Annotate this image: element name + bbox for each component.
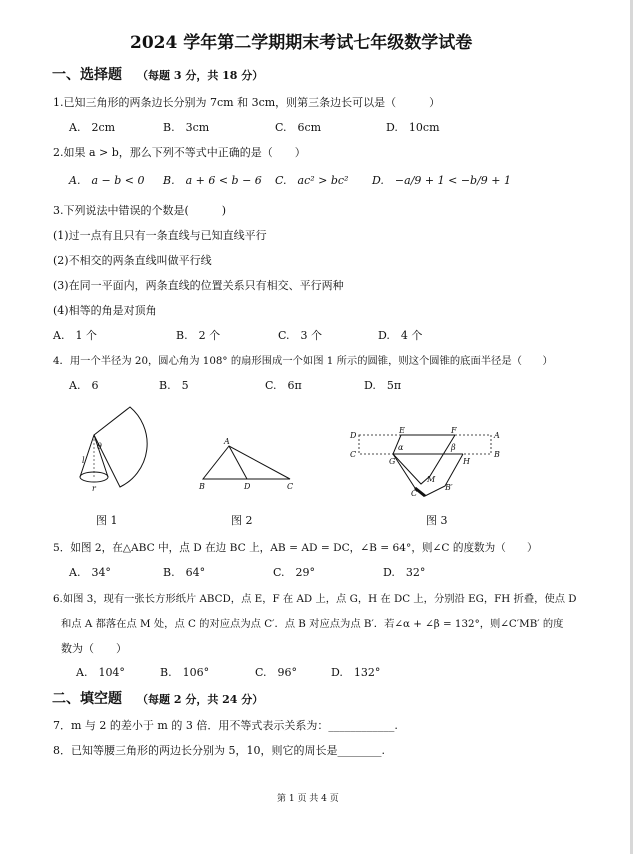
fig3-label-alpha: α [398, 443, 404, 452]
q6-option-b: B. 106° [160, 666, 210, 679]
exam-title: 2024 学年第二学期期末考试七年级数学试卷 [130, 33, 473, 53]
figure-2-triangle [195, 436, 300, 496]
fig2-label-a: A [224, 437, 230, 446]
q3-stem: 3.下列说法中错误的个数是( ) [53, 204, 227, 217]
q6-option-d: D. 132° [331, 666, 381, 679]
q5-option-a: A. 34° [69, 566, 111, 579]
section-1-heading: 一、选择题 [52, 67, 122, 83]
figure-2-caption: 图 2 [231, 514, 253, 527]
section-2-heading: 二、填空题 [52, 691, 122, 707]
fig3-label-b: B [494, 450, 500, 459]
q6-line-1: 6.如图 3，现有一张长方形纸片 ABCD，点 E，F 在 AD 上，点 G，H 在 DC 上，分别沿 EG，FH 折叠，使点 D [53, 593, 577, 605]
q3-option-c: C. 3 个 [278, 329, 323, 342]
q3-option-b: B. 2 个 [176, 329, 221, 342]
q6-option-a: A. 104° [76, 666, 125, 679]
q4-option-a: A. 6 [69, 379, 99, 392]
q1-option-a: A. 2cm [69, 121, 116, 134]
q5-option-c: C. 29° [273, 566, 316, 579]
section-1-note: （每题 3 分，共 18 分） [137, 69, 264, 82]
q4-stem: 4．用一个半径为 20，圆心角为 108° 的扇形围成一个如图 1 所示的圆锥，则这个圆锥的底面半径是（ ） [53, 355, 553, 367]
q4-option-d: D. 5π [364, 379, 402, 392]
q7-stem: 7．m 与 2 的差小于 m 的 3 倍．用不等式表示关系为：____________. [53, 719, 398, 732]
page-footer: 第 1 页 共 4 页 [277, 794, 339, 804]
q6-line-3: 数为（ ） [61, 642, 127, 655]
q5-option-b: B. 64° [163, 566, 206, 579]
fig2-label-d: D [244, 482, 251, 491]
q3-option-a: A. 1 个 [53, 329, 97, 342]
fig1-label-r: r [92, 484, 96, 493]
q8-stem: 8．已知等腰三角形的两边长分别为 5，10，则它的周长是________. [53, 744, 385, 757]
triangle-abc [203, 446, 290, 479]
section-2-note: （每题 2 分，共 24 分） [137, 693, 264, 706]
q2-option-a: A. a − b < 0 [69, 174, 145, 187]
q6-option-c: C. 96° [255, 666, 298, 679]
q1-option-d: D. 10cm [386, 121, 440, 134]
fig3-label-c-prime: C′ [411, 489, 419, 498]
fig1-label-theta: θ [97, 442, 102, 451]
fig2-label-c: C [287, 482, 294, 491]
figure-3-caption: 图 3 [426, 514, 448, 527]
q6-line-2: 和点 A 都落在点 M 处，点 C 的对应点为点 C′．点 B 对应点为点 B′．若∠α + ∠β = 132°，则∠C′MB′ 的度 [61, 618, 564, 630]
fig3-label-g: G [389, 457, 396, 466]
q3-item-4: (4)相等的角是对顶角 [53, 304, 157, 317]
q1-option-c: C. 6cm [275, 121, 322, 134]
fig1-label-l: l [82, 456, 85, 465]
fig3-label-beta: β [451, 443, 456, 452]
fig3-label-b-prime: B′ [445, 483, 453, 492]
figure-1-cone-sector [60, 405, 170, 505]
fig3-label-c: C [350, 450, 357, 459]
fig3-label-f: F [451, 426, 457, 435]
q3-item-3: (3)在同一平面内，两条直线的位置关系只有相交、平行两种 [53, 279, 344, 292]
q4-option-c: C. 6π [265, 379, 302, 392]
q3-item-1: (1)过一点有且只有一条直线与已知直线平行 [53, 229, 267, 242]
q1-option-b: B. 3cm [163, 121, 210, 134]
fig3-label-d: D [350, 431, 357, 440]
q2-stem: 2.如果 a > b，那么下列不等式中正确的是（ ） [53, 146, 306, 159]
fig3-label-h: H [463, 457, 470, 466]
q2-option-d: D. −a/9 + 1 < −b/9 + 1 [372, 174, 511, 187]
q1-stem: 1.已知三角形的两条边长分别为 7cm 和 3cm，则第三条边长可以是（ ） [53, 96, 441, 109]
sector-shape [94, 407, 147, 487]
fig2-label-b: B [199, 482, 205, 491]
figure-3-folded-rectangle [345, 424, 505, 506]
fig3-label-m: M [427, 475, 436, 484]
fig3-label-a: A [494, 431, 500, 440]
figure-1-caption: 图 1 [96, 514, 118, 527]
q3-item-2: (2)不相交的两条直线叫做平行线 [53, 254, 212, 267]
q5-option-d: D. 32° [383, 566, 426, 579]
q4-option-b: B. 5 [159, 379, 189, 392]
q2-option-b: B. a + 6 < b − 6 [163, 174, 262, 187]
q2-option-c: C. ac² > bc² [275, 174, 349, 187]
original-rectangle [359, 435, 491, 454]
fig3-label-e: E [399, 426, 405, 435]
q5-stem: 5．如图 2，在△ABC 中，点 D 在边 BC 上，AB = AD = DC，∠B = 64°，则∠C 的度数为（ ） [53, 542, 538, 554]
q3-option-d: D. 4 个 [378, 329, 423, 342]
